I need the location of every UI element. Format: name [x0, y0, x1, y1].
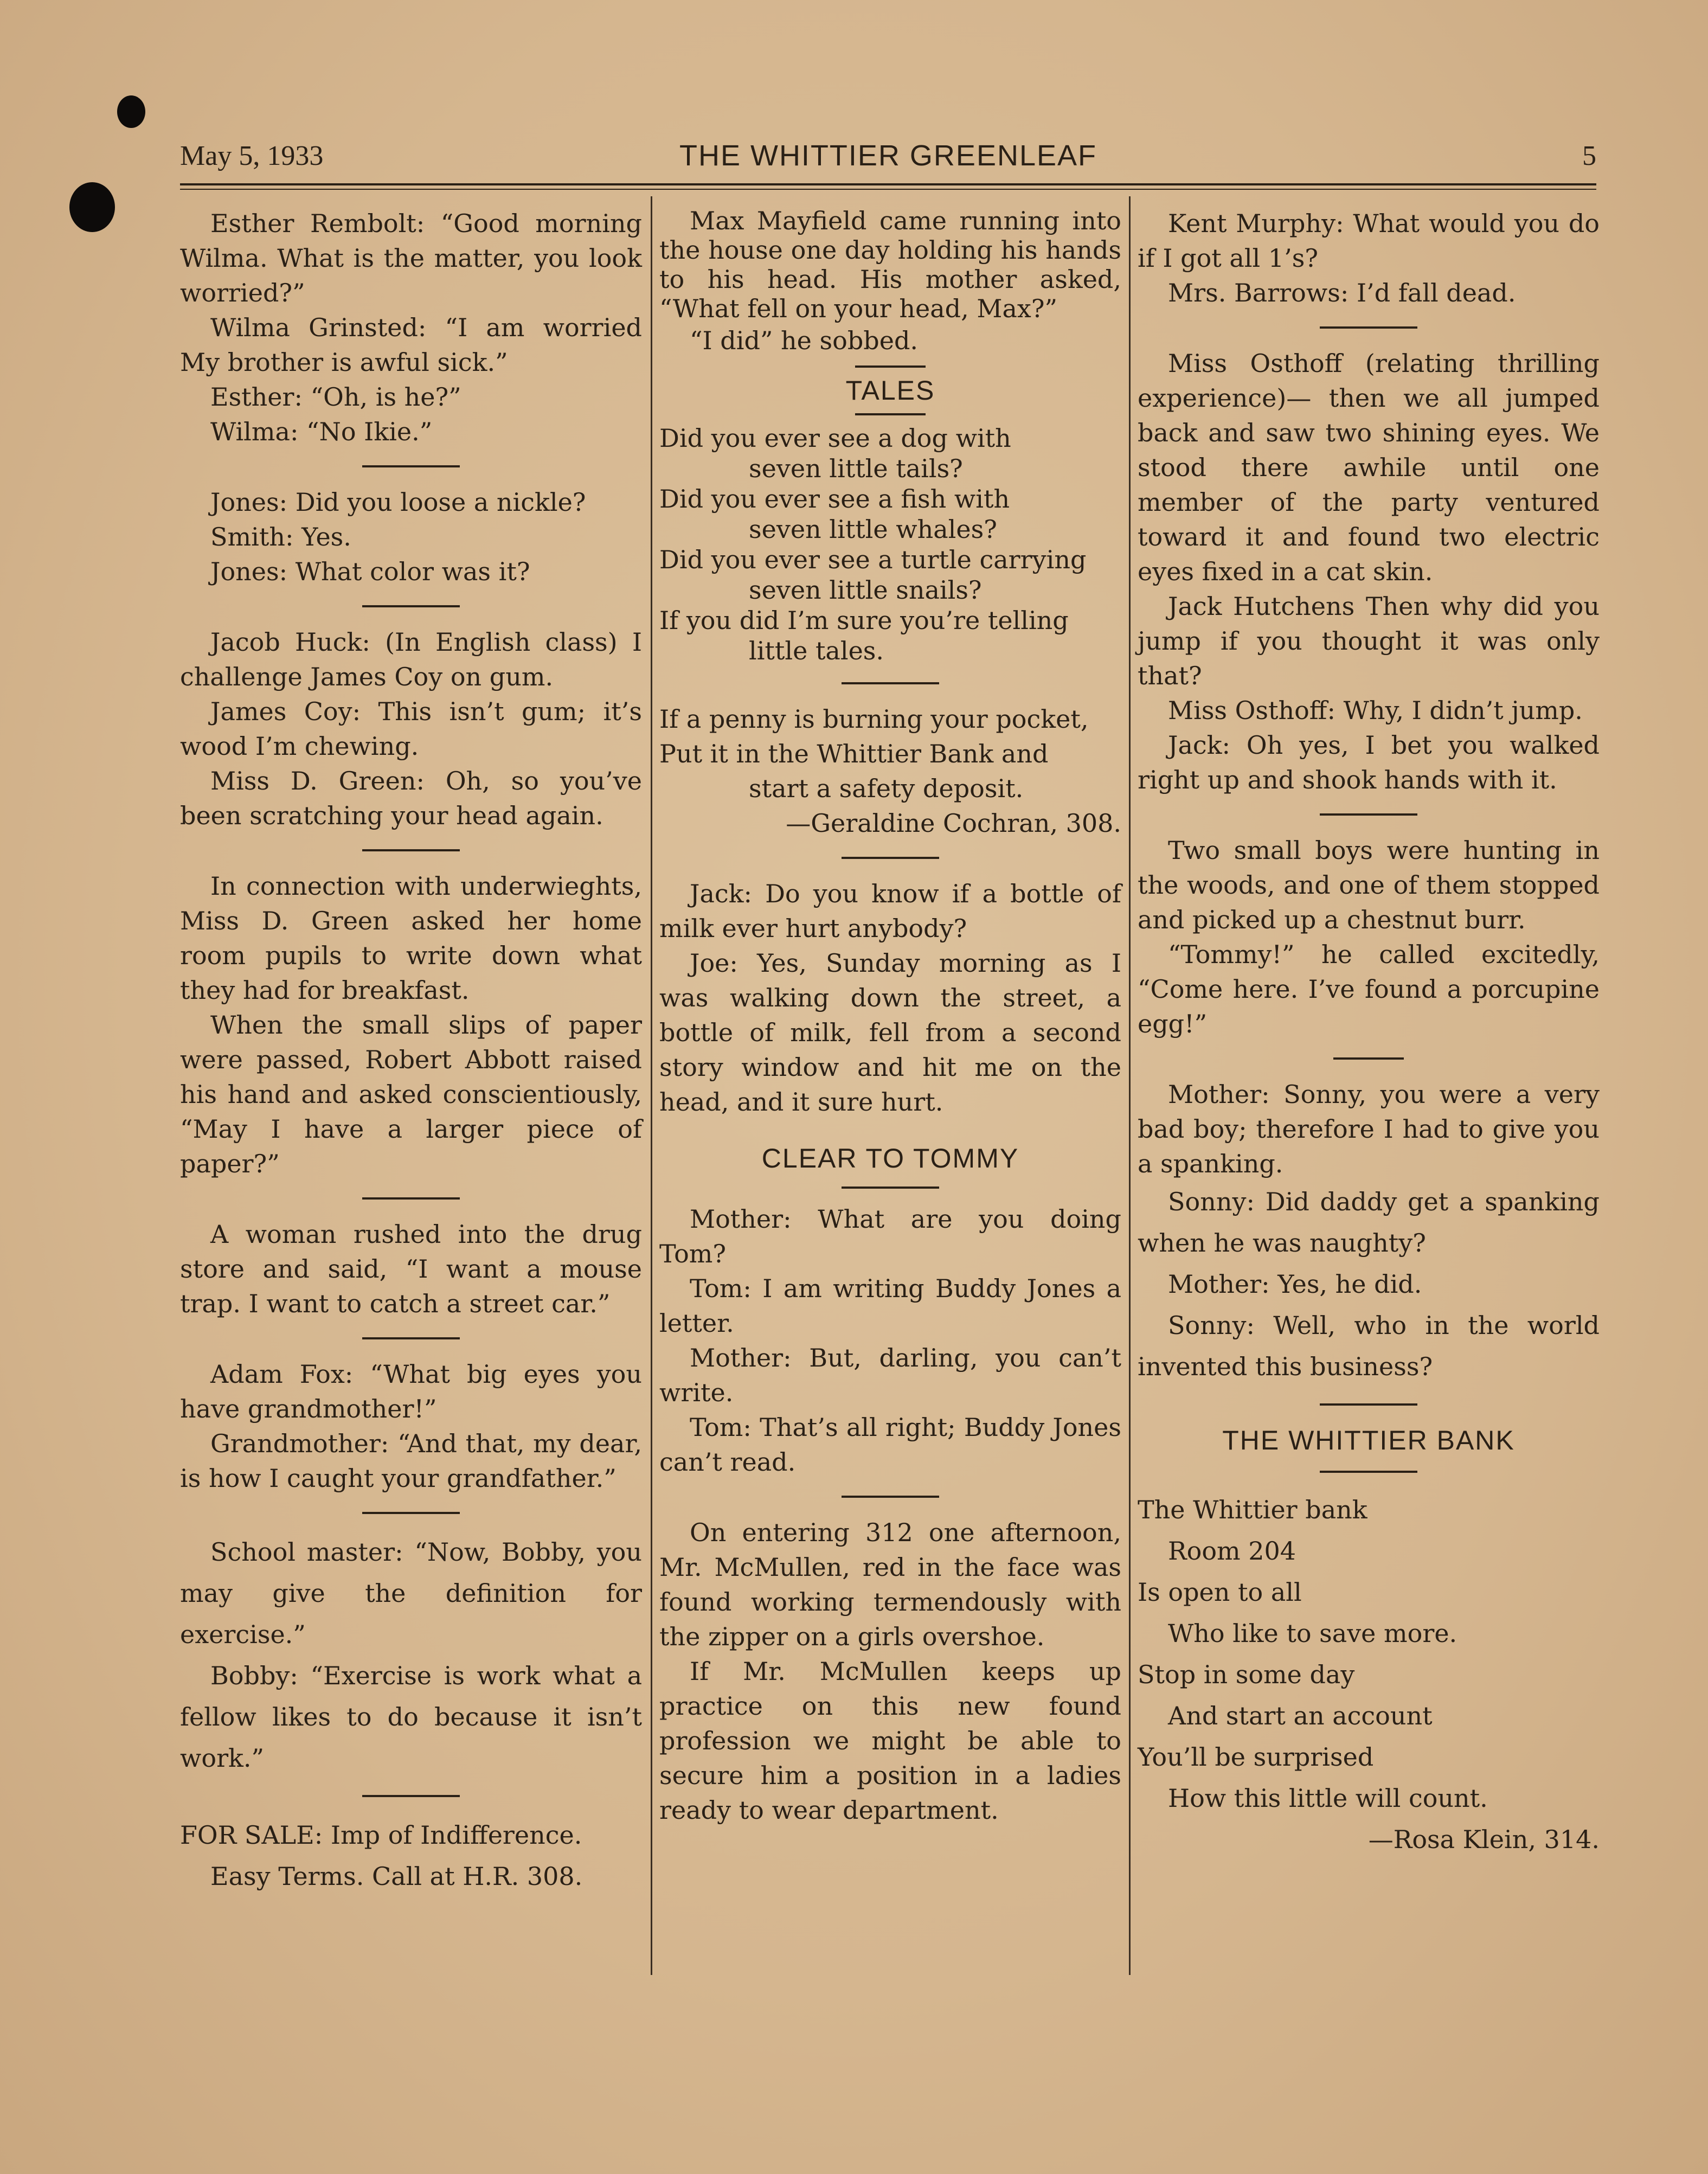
- column-2: [659, 206, 1121, 1827]
- author-signature: —Geraldine Cochran, 308.: [786, 809, 1121, 838]
- page-header: [180, 134, 1596, 178]
- article-paragraph: Adam Fox: “What big eyes you have grandmother!”: [180, 1359, 642, 1423]
- article-paragraph: Two small boys were hunting in the woods, and one of them stopped and picked up a chestnut burr.: [1138, 836, 1600, 934]
- separator-rule: [1320, 1471, 1417, 1473]
- article-paragraph: Jack: Do you know if a bottle of milk ever hurt anybody?: [659, 879, 1121, 943]
- poem-line: Who like to save more.: [1168, 1619, 1457, 1648]
- column-divider-2: [1129, 196, 1131, 1975]
- article-paragraph: Jones: What color was it?: [210, 557, 530, 586]
- separator-rule: [855, 413, 926, 415]
- article-paragraph: A woman rushed into the drug store and said, “I want a mouse trap. I want to catch a street car.”: [180, 1220, 642, 1318]
- separator-rule: [362, 1512, 460, 1514]
- article-paragraph: James Coy: This isn’t gum; it’s wood I’m chewing.: [180, 697, 642, 761]
- poem-line: Put it in the Whittier Bank and: [659, 739, 1049, 768]
- article-paragraph: Wilma Grinsted: “I am worried My brother is awful sick.”: [180, 313, 642, 377]
- poem-line: Did you ever see a dog with: [659, 424, 1011, 453]
- separator-rule: [842, 682, 939, 684]
- poem-line: Did you ever see a fish with: [659, 484, 1010, 514]
- article-paragraph: Miss Osthoff: Why, I didn’t jump.: [1168, 696, 1583, 725]
- punch-hole-top: [117, 95, 145, 128]
- page-number: 5: [1582, 140, 1596, 171]
- separator-rule: [362, 1337, 460, 1339]
- article-paragraph: Tom: That’s all right; Buddy Jones can’t read.: [659, 1413, 1121, 1477]
- separator-rule: [1333, 1057, 1404, 1060]
- article-paragraph: Esther: “Oh, is he?”: [210, 382, 461, 412]
- article-paragraph: Grandmother: “And that, my dear, is how I caught your grandfather.”: [180, 1429, 642, 1493]
- issue-date: May 5, 1933: [180, 140, 324, 171]
- separator-rule: [842, 1187, 939, 1189]
- section-title: THE WHITTIER BANK: [1222, 1425, 1515, 1455]
- article-paragraph: Miss D. Green: Oh, so you’ve been scratching your head again.: [180, 766, 642, 830]
- column-1: [180, 206, 642, 1897]
- section-title: CLEAR TO TOMMY: [761, 1143, 1019, 1173]
- poem-line: seven little tails?: [749, 454, 963, 483]
- poem-line: And start an account: [1168, 1701, 1433, 1730]
- separator-rule: [362, 605, 460, 607]
- article-paragraph: Jack: Oh yes, I bet you walked right up and shook hands with it.: [1138, 730, 1600, 794]
- poem-line: Did you ever see a turtle carrying: [659, 545, 1087, 574]
- article-paragraph: School master: “Now, Bobby, you may give the definition for exercise.”: [180, 1537, 642, 1649]
- article-paragraph: When the small slips of paper were passed, Robert Abbott raised his hand and asked conscientiously, “May I have a larger piece of paper?”: [180, 1010, 642, 1178]
- article-paragraph: If Mr. McMullen keeps up practice on this new found profession we might be able to secure him a position in a ladies ready to wear department.: [659, 1657, 1121, 1825]
- column-divider-1: [651, 196, 652, 1975]
- author-signature: —Rosa Klein, 314.: [1368, 1825, 1600, 1854]
- punch-hole-middle: [69, 182, 115, 232]
- article-paragraph: Jones: Did you loose a nickle?: [210, 488, 586, 517]
- classified-ad: FOR SALE: Imp of Indifference.: [180, 1820, 582, 1850]
- article-paragraph: Kent Murphy: What would you do if I got all 1’s?: [1138, 209, 1600, 273]
- separator-rule: [362, 1197, 460, 1200]
- article-paragraph: Jack Hutchens Then why did you jump if you thought it was only that?: [1138, 592, 1600, 690]
- article-paragraph: In connection with underwieghts, Miss D. Green asked her home room pupils to write down what they had for breakfast.: [180, 871, 642, 1005]
- column-3: [1138, 206, 1600, 1860]
- separator-rule: [362, 465, 460, 467]
- poem-line: start a safety deposit.: [749, 774, 1024, 803]
- article-paragraph: Esther Rembolt: “Good morning Wilma. What is the matter, you look worried?”: [180, 209, 642, 307]
- separator-rule: [1320, 326, 1417, 329]
- article-paragraph: Mother: Sonny, you were a very bad boy; therefore I had to give you a spanking.: [1138, 1080, 1600, 1178]
- article-paragraph: “Tommy!” he called excitedly, “Come here. I’ve found a porcupine egg!”: [1138, 940, 1600, 1038]
- article-paragraph: Sonny: Well, who in the world invented this business?: [1138, 1311, 1600, 1381]
- article-paragraph: Wilma: “No Ikie.”: [210, 417, 433, 446]
- article-paragraph: Mrs. Barrows: I’d fall dead.: [1168, 278, 1516, 307]
- separator-rule: [842, 857, 939, 859]
- article-paragraph: Joe: Yes, Sunday morning as I was walking down the street, a bottle of milk, fell from a second story window and hit me on the head, and it sure hurt.: [659, 948, 1121, 1117]
- separator-rule: [362, 849, 460, 851]
- article-paragraph: Max Mayfield came running into the house one day holding his hands to his head. His mother asked, “What fell on your head, Max?”: [659, 206, 1121, 323]
- separator-rule: [362, 1795, 460, 1797]
- separator-rule: [842, 1496, 939, 1498]
- classified-ad-terms: Easy Terms. Call at H.R. 308.: [210, 1862, 583, 1891]
- separator-rule: [1320, 1403, 1417, 1406]
- separator-rule: [855, 365, 926, 368]
- article-paragraph: Mother: What are you doing Tom?: [659, 1204, 1121, 1268]
- poem-line: If you did I’m sure you’re telling: [659, 606, 1069, 635]
- article-paragraph: “I did” he sobbed.: [690, 326, 919, 355]
- article-paragraph: Mother: But, darling, you can’t write.: [659, 1343, 1121, 1407]
- article-paragraph: Jacob Huck: (In English class) I challenge James Coy on gum.: [180, 627, 642, 691]
- poem-line: How this little will count.: [1168, 1784, 1488, 1813]
- poem-line: Is open to all: [1138, 1577, 1302, 1607]
- poem-title: TALES: [845, 375, 935, 406]
- header-rule-thin: [180, 189, 1596, 190]
- article-paragraph: Mother: Yes, he did.: [1168, 1269, 1422, 1299]
- poem-line: seven little snails?: [749, 575, 982, 605]
- poem-line: The Whittier bank: [1138, 1495, 1367, 1524]
- newspaper-title: THE WHITTIER GREENLEAF: [679, 139, 1097, 172]
- poem-line: seven little whales?: [749, 515, 997, 544]
- article-paragraph: Sonny: Did daddy get a spanking when he was naughty?: [1138, 1187, 1600, 1258]
- poem-line: Stop in some day: [1138, 1660, 1355, 1689]
- poem-line: Room 204: [1168, 1536, 1296, 1566]
- poem-line: little tales.: [749, 636, 884, 665]
- separator-rule: [1320, 813, 1417, 816]
- article-paragraph: Bobby: “Exercise is work what a fellow likes to do because it isn’t work.”: [180, 1661, 642, 1773]
- poem-line: If a penny is burning your pocket,: [659, 704, 1089, 734]
- header-rule: [180, 183, 1596, 185]
- article-paragraph: Miss Osthoff (relating thrilling experience)— then we all jumped back and saw two shining eyes. We stood there awhile until one member of the party ventured toward it and found two electric eyes fixed in a cat skin.: [1138, 349, 1600, 586]
- article-paragraph: Smith: Yes.: [210, 522, 351, 551]
- poem-line: You’ll be surprised: [1138, 1742, 1374, 1772]
- article-paragraph: Tom: I am writing Buddy Jones a letter.: [659, 1274, 1121, 1338]
- article-paragraph: On entering 312 one afternoon, Mr. McMullen, red in the face was found working termendously with the zipper on a girls overshoe.: [659, 1518, 1121, 1651]
